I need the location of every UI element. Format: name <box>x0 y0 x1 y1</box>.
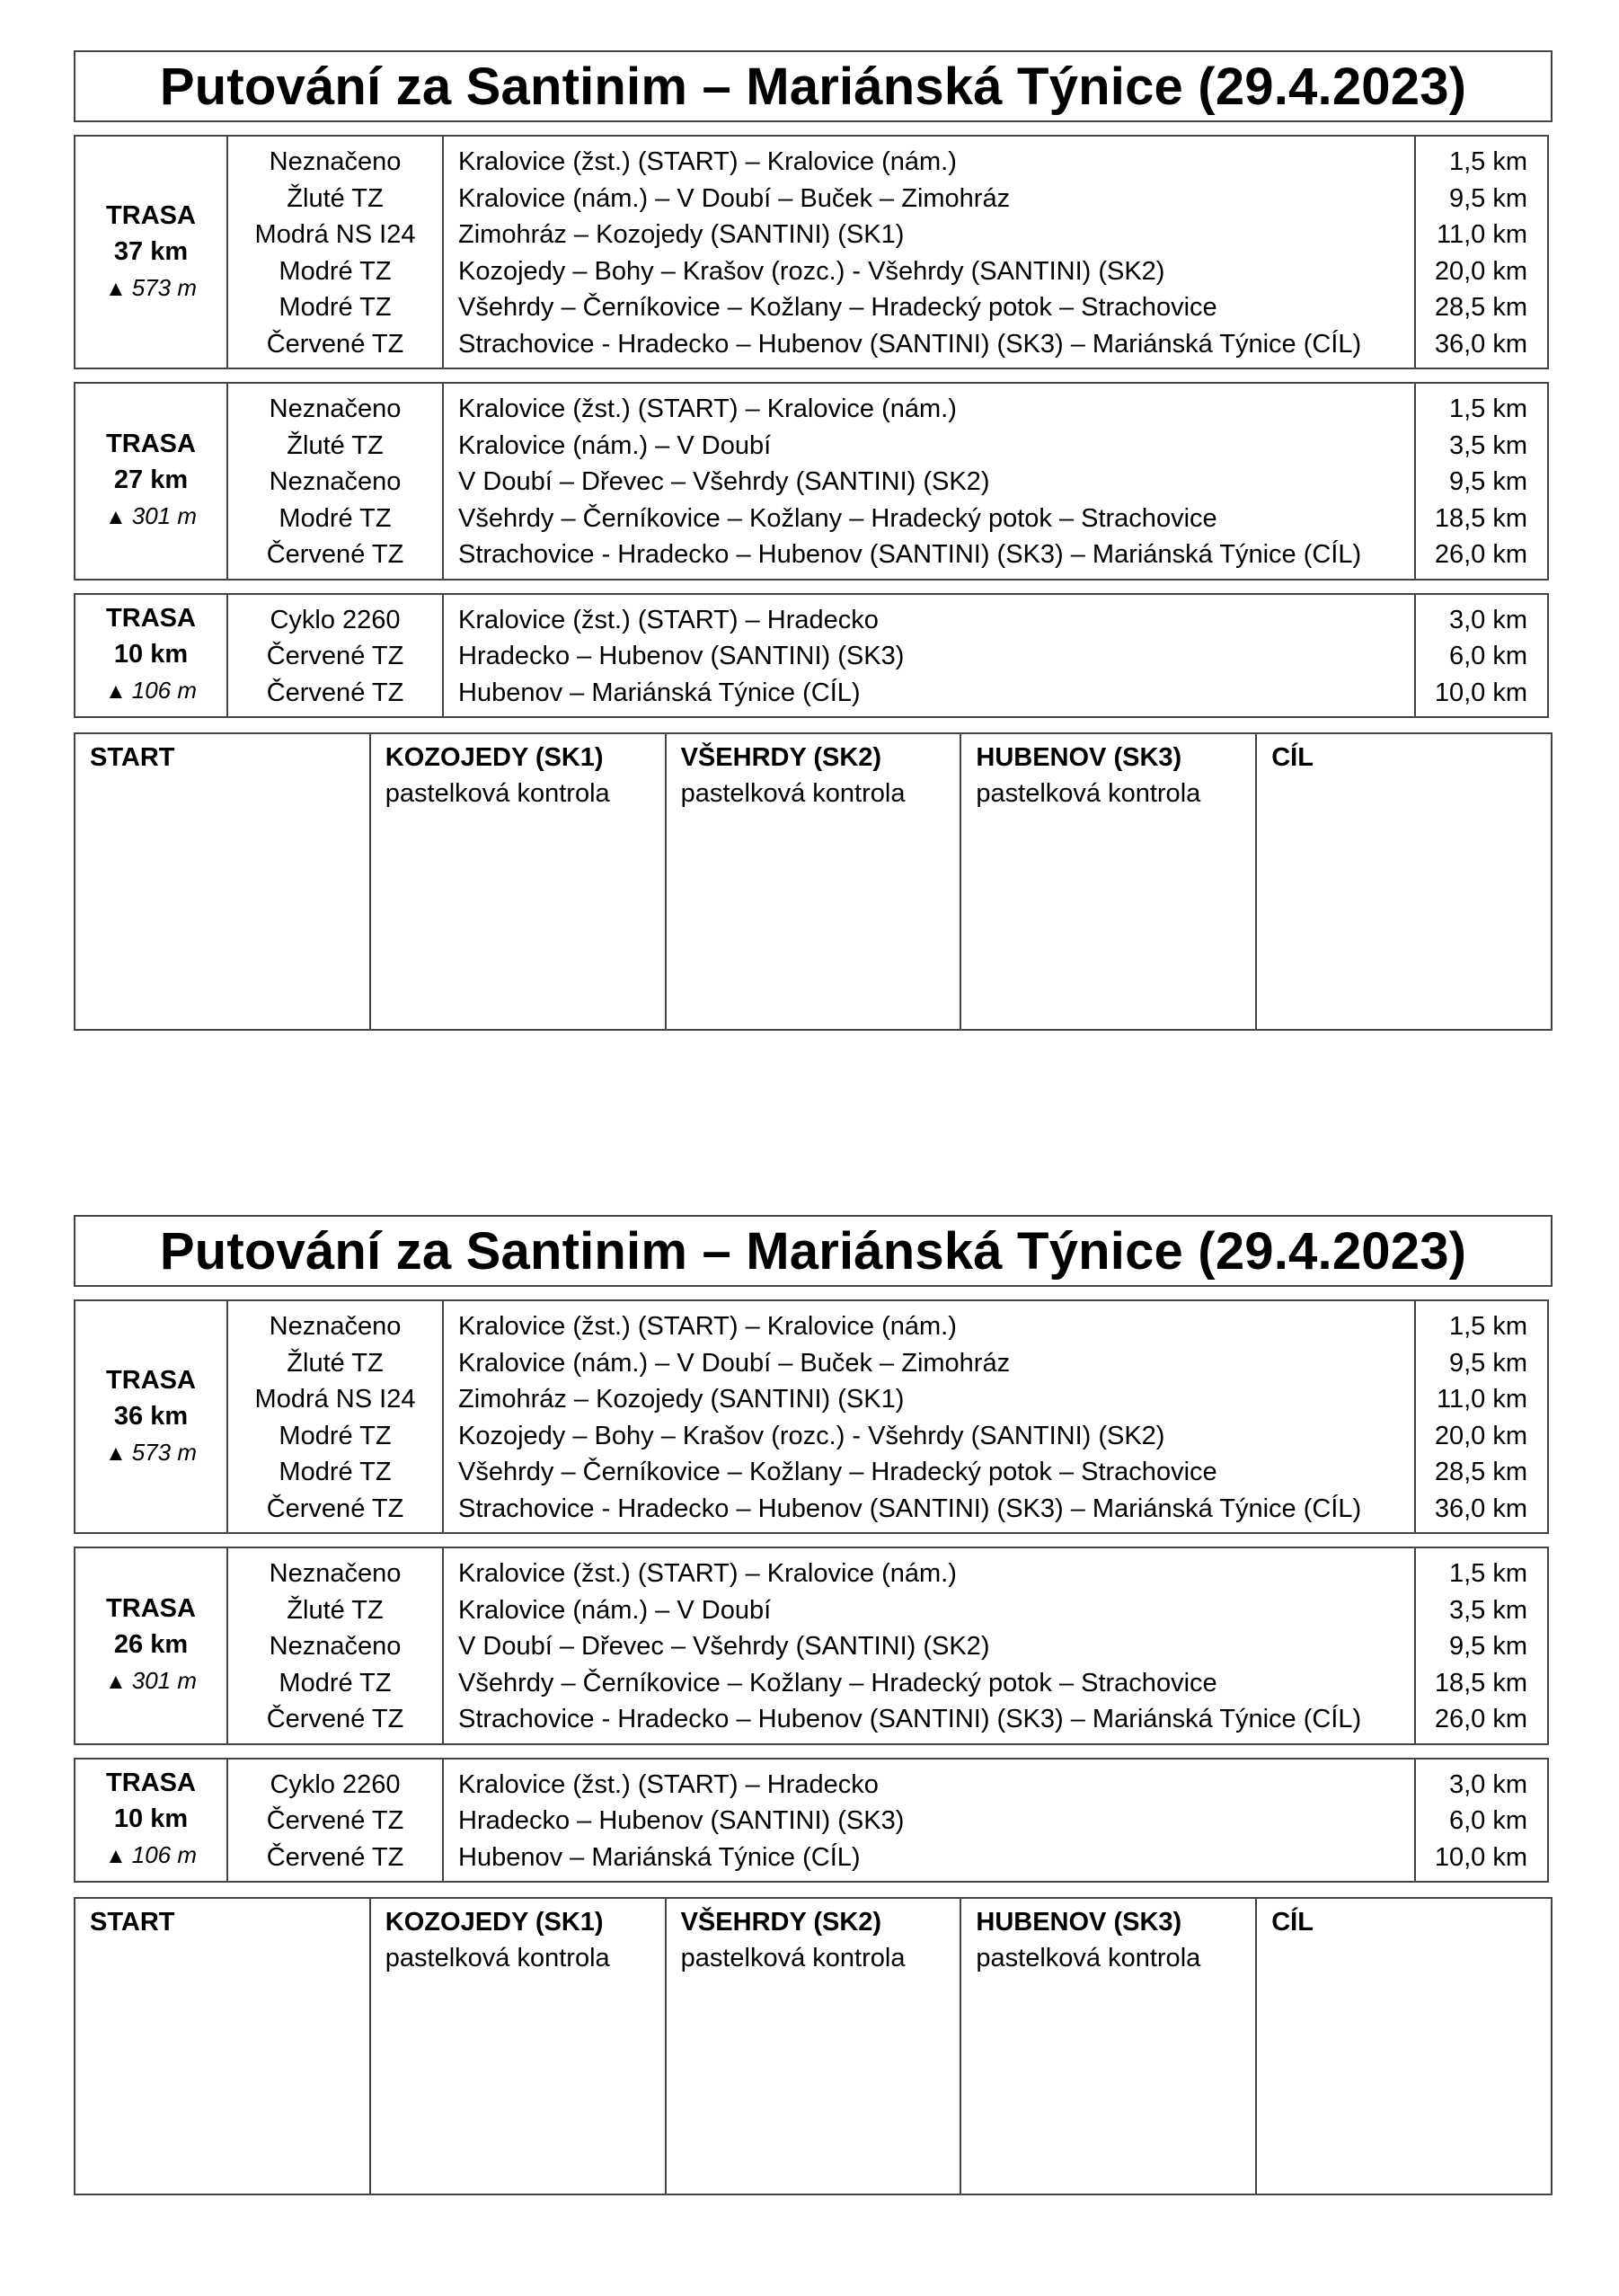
route-length: 36 km <box>113 1401 189 1431</box>
trail-mark: Žluté TZ <box>287 1595 384 1625</box>
segment-column <box>444 1548 1416 1743</box>
ascent-triangle-icon: ▲ <box>104 679 127 705</box>
trail-mark: Červené TZ <box>266 1842 404 1872</box>
route-label <box>75 384 228 579</box>
distance-column <box>1416 1760 1547 1882</box>
trail-mark: Žluté TZ <box>287 430 384 460</box>
checkpoint-name: VŠEHRDY (SK2) <box>680 1908 882 1937</box>
route-segment: Kralovice (nám.) – V Doubí <box>458 430 772 460</box>
route-label <box>75 1548 228 1743</box>
trail-mark: Modré TZ <box>279 256 392 286</box>
distance-column <box>1416 595 1547 717</box>
checkpoint-cell <box>1257 734 1551 1029</box>
route-label-word: TRASA <box>106 1365 196 1395</box>
route-label-word: TRASA <box>106 604 196 634</box>
route-segment: Kralovice (žst.) (START) – Kralovice (nám.) <box>458 147 957 176</box>
route-segment: Hradecko – Hubenov (SANTINI) (SK3) <box>458 642 905 670</box>
cumulative-distance: 36,0 km <box>1434 329 1527 359</box>
route-segment: Strachovice - Hradecko – Hubenov (SANTINI) (SK3) – Mariánská Týnice (CÍL) <box>458 1705 1362 1733</box>
trail-mark-column <box>228 1301 444 1532</box>
checkpoint-name: CÍL <box>1271 743 1314 772</box>
route-segment: Kralovice (žst.) (START) – Kralovice (nám.) <box>458 1312 957 1341</box>
route-elevation-value: 301 m <box>131 502 198 530</box>
sheet-top <box>74 50 1553 1031</box>
checkpoint-name: VŠEHRDY (SK2) <box>680 743 882 772</box>
route-label <box>75 1760 228 1882</box>
cumulative-distance: 3,5 km <box>1448 430 1527 460</box>
trail-mark: Červené TZ <box>266 1494 404 1523</box>
cumulative-distance: 28,5 km <box>1434 293 1527 322</box>
route-segment: Hradecko – Hubenov (SANTINI) (SK3) <box>458 1806 905 1835</box>
route-label-word: TRASA <box>106 430 196 459</box>
trail-mark: Neznačeno <box>269 147 402 176</box>
route-segment: Kralovice (žst.) (START) – Hradecko <box>458 1769 879 1799</box>
route-table <box>74 593 1549 719</box>
route-length: 37 km <box>113 236 189 266</box>
trail-mark: Modré TZ <box>279 1421 392 1450</box>
trail-mark: Modré TZ <box>279 1668 392 1698</box>
checkpoint-note: pastelková kontrola <box>680 779 906 808</box>
route-elevation <box>105 1662 197 1700</box>
cumulative-distance: 6,0 km <box>1448 642 1527 670</box>
route-segment: Kralovice (žst.) (START) – Kralovice (nám.) <box>458 1559 957 1588</box>
route-elevation-value: 573 m <box>131 273 198 301</box>
trail-mark: Žluté TZ <box>287 183 384 213</box>
cumulative-distance: 11,0 km <box>1436 1385 1527 1414</box>
checkpoint-name: KOZOJEDY (SK1) <box>385 1908 604 1937</box>
cumulative-distance: 11,0 km <box>1436 220 1527 249</box>
trail-mark: Modré TZ <box>279 503 392 533</box>
checkpoint-cell <box>667 1899 962 2194</box>
trail-mark-column <box>228 384 444 579</box>
route-segment: Strachovice - Hradecko – Hubenov (SANTINI) (SK3) – Mariánská Týnice (CÍL) <box>458 329 1362 359</box>
route-segment: Strachovice - Hradecko – Hubenov (SANTINI) (SK3) – Mariánská Týnice (CÍL) <box>458 1494 1362 1523</box>
route-table <box>74 1299 1549 1534</box>
trail-mark: Neznačeno <box>269 1559 402 1588</box>
cumulative-distance: 1,5 km <box>1448 394 1527 423</box>
checkpoint-note: pastelková kontrola <box>385 779 610 808</box>
route-elevation <box>105 270 197 307</box>
checkpoint-name: START <box>90 1908 175 1937</box>
trail-mark: Neznačeno <box>269 1312 402 1341</box>
checkpoint-cell <box>961 1899 1257 2194</box>
cumulative-distance: 9,5 km <box>1448 1348 1527 1378</box>
route-segment: Kralovice (žst.) (START) – Hradecko <box>458 605 879 634</box>
trail-mark: Modré TZ <box>279 293 392 322</box>
trail-mark-column <box>228 595 444 717</box>
sheet-title: Putování za Santinim – Mariánská Týnice (29.4.2023) <box>74 1215 1553 1287</box>
route-segment: Kralovice (nám.) – V Doubí – Buček – Zimohráz <box>458 183 1011 213</box>
checkpoint-cell <box>667 734 962 1029</box>
checkpoint-name: START <box>90 743 175 772</box>
route-table <box>74 382 1549 581</box>
trail-mark: Cyklo 2260 <box>270 1769 401 1799</box>
distance-column <box>1416 137 1547 368</box>
route-segment: Kozojedy – Bohy – Krašov (rozc.) - Všehrdy (SANTINI) (SK2) <box>458 1421 1165 1450</box>
cumulative-distance: 3,0 km <box>1448 1769 1527 1799</box>
segment-column <box>444 595 1416 717</box>
trail-mark: Modrá NS I24 <box>254 220 416 249</box>
route-segment: Kralovice (žst.) (START) – Kralovice (nám.) <box>458 394 957 423</box>
checkpoint-cell <box>75 1899 371 2194</box>
checkpoint-cell <box>371 1899 667 2194</box>
segment-column <box>444 1301 1416 1532</box>
cumulative-distance: 6,0 km <box>1448 1806 1527 1835</box>
trail-mark: Cyklo 2260 <box>270 605 401 634</box>
cumulative-distance: 10,0 km <box>1434 678 1527 707</box>
cumulative-distance: 20,0 km <box>1434 1421 1527 1450</box>
ascent-triangle-icon: ▲ <box>104 276 127 301</box>
route-label <box>75 595 228 717</box>
checkpoint-name: KOZOJEDY (SK1) <box>385 743 604 772</box>
sheet-title: Putování za Santinim – Mariánská Týnice (29.4.2023) <box>74 50 1553 122</box>
route-elevation-value: 106 m <box>131 1841 198 1869</box>
cumulative-distance: 28,5 km <box>1434 1458 1527 1486</box>
route-segment: Kozojedy – Bohy – Krašov (rozc.) - Všehrdy (SANTINI) (SK2) <box>458 256 1165 286</box>
segment-column <box>444 1760 1416 1882</box>
trail-mark: Červené TZ <box>266 678 404 707</box>
trail-mark: Neznačeno <box>269 394 402 423</box>
route-segment: Všehrdy – Černíkovice – Kožlany – Hradecký potok – Strachovice <box>458 1458 1217 1486</box>
checkpoint-name: HUBENOV (SK3) <box>976 743 1182 772</box>
route-label <box>75 137 228 368</box>
trail-mark: Neznačeno <box>269 1632 402 1661</box>
cumulative-distance: 36,0 km <box>1434 1494 1527 1523</box>
route-elevation <box>105 498 197 536</box>
route-length: 10 km <box>113 1804 189 1834</box>
cumulative-distance: 9,5 km <box>1448 467 1527 496</box>
trail-mark: Červené TZ <box>266 329 404 359</box>
checkpoint-cell <box>371 734 667 1029</box>
trail-mark: Modrá NS I24 <box>254 1385 416 1414</box>
route-elevation <box>105 1837 197 1875</box>
trail-mark: Červené TZ <box>266 540 404 569</box>
trail-mark: Žluté TZ <box>287 1348 384 1378</box>
checkpoint-cell <box>961 734 1257 1029</box>
route-segment: Hubenov – Mariánská Týnice (CÍL) <box>458 1842 861 1872</box>
cumulative-distance: 1,5 km <box>1448 1312 1527 1341</box>
ascent-triangle-icon: ▲ <box>104 1844 127 1869</box>
distance-column <box>1416 1301 1547 1532</box>
route-label <box>75 1301 228 1532</box>
distance-column <box>1416 384 1547 579</box>
cumulative-distance: 18,5 km <box>1434 503 1527 533</box>
distance-column <box>1416 1548 1547 1743</box>
route-segment: Kralovice (nám.) – V Doubí – Buček – Zimohráz <box>458 1348 1011 1378</box>
checkpoint-note: pastelková kontrola <box>680 1944 906 1972</box>
cumulative-distance: 18,5 km <box>1434 1668 1527 1698</box>
route-length: 26 km <box>113 1630 189 1660</box>
route-elevation-value: 301 m <box>131 1667 198 1695</box>
route-segment: Všehrdy – Černíkovice – Kožlany – Hradecký potok – Strachovice <box>458 1668 1217 1698</box>
trail-mark: Červené TZ <box>266 642 404 670</box>
ascent-triangle-icon: ▲ <box>104 1670 127 1695</box>
checkpoint-stamp-grid <box>74 732 1553 1031</box>
route-length: 27 km <box>113 465 189 495</box>
route-segment: Strachovice - Hradecko – Hubenov (SANTINI) (SK3) – Mariánská Týnice (CÍL) <box>458 540 1362 569</box>
route-segment: V Doubí – Dřevec – Všehrdy (SANTINI) (SK2) <box>458 467 990 496</box>
ascent-triangle-icon: ▲ <box>104 1441 127 1466</box>
segment-column <box>444 137 1416 368</box>
cumulative-distance: 20,0 km <box>1434 256 1527 286</box>
route-elevation <box>105 672 197 710</box>
route-elevation-value: 106 m <box>131 677 198 705</box>
checkpoint-name: CÍL <box>1271 1908 1314 1937</box>
route-length: 10 km <box>113 640 189 669</box>
route-table <box>74 1547 1549 1745</box>
route-label-word: TRASA <box>106 1769 196 1798</box>
route-segment: Zimohráz – Kozojedy (SANTINI) (SK1) <box>458 220 905 249</box>
checkpoint-note: pastelková kontrola <box>385 1944 610 1972</box>
route-table <box>74 135 1549 369</box>
trail-mark: Neznačeno <box>269 467 402 496</box>
cumulative-distance: 1,5 km <box>1448 147 1527 176</box>
checkpoint-name: HUBENOV (SK3) <box>976 1908 1182 1937</box>
route-label-word: TRASA <box>106 1594 196 1624</box>
route-segment: Všehrdy – Černíkovice – Kožlany – Hradecký potok – Strachovice <box>458 503 1217 533</box>
cumulative-distance: 26,0 km <box>1434 1705 1527 1733</box>
ascent-triangle-icon: ▲ <box>104 505 127 530</box>
cumulative-distance: 3,5 km <box>1448 1595 1527 1625</box>
checkpoint-note: pastelková kontrola <box>976 1944 1201 1972</box>
cumulative-distance: 9,5 km <box>1448 1632 1527 1661</box>
trail-mark: Červené TZ <box>266 1705 404 1733</box>
trail-mark: Modré TZ <box>279 1458 392 1486</box>
trail-mark-column <box>228 1548 444 1743</box>
route-segment: Hubenov – Mariánská Týnice (CÍL) <box>458 678 861 707</box>
trail-mark-column <box>228 1760 444 1882</box>
cumulative-distance: 3,0 km <box>1448 605 1527 634</box>
route-elevation-value: 573 m <box>131 1438 198 1466</box>
segment-column <box>444 384 1416 579</box>
cumulative-distance: 1,5 km <box>1448 1559 1527 1588</box>
cumulative-distance: 9,5 km <box>1448 183 1527 213</box>
checkpoint-cell <box>75 734 371 1029</box>
cumulative-distance: 10,0 km <box>1434 1842 1527 1872</box>
checkpoint-cell <box>1257 1899 1551 2194</box>
trail-mark: Červené TZ <box>266 1806 404 1835</box>
sheet-bottom <box>74 1215 1553 2195</box>
route-segment: Kralovice (nám.) – V Doubí <box>458 1595 772 1625</box>
route-segment: Zimohráz – Kozojedy (SANTINI) (SK1) <box>458 1385 905 1414</box>
route-table <box>74 1758 1549 1884</box>
cumulative-distance: 26,0 km <box>1434 540 1527 569</box>
checkpoint-note: pastelková kontrola <box>976 779 1201 808</box>
trail-mark-column <box>228 137 444 368</box>
route-segment: V Doubí – Dřevec – Všehrdy (SANTINI) (SK2) <box>458 1632 990 1661</box>
route-elevation <box>105 1434 197 1472</box>
route-segment: Všehrdy – Černíkovice – Kožlany – Hradecký potok – Strachovice <box>458 293 1217 322</box>
checkpoint-stamp-grid <box>74 1897 1553 2195</box>
route-label-word: TRASA <box>106 200 196 230</box>
